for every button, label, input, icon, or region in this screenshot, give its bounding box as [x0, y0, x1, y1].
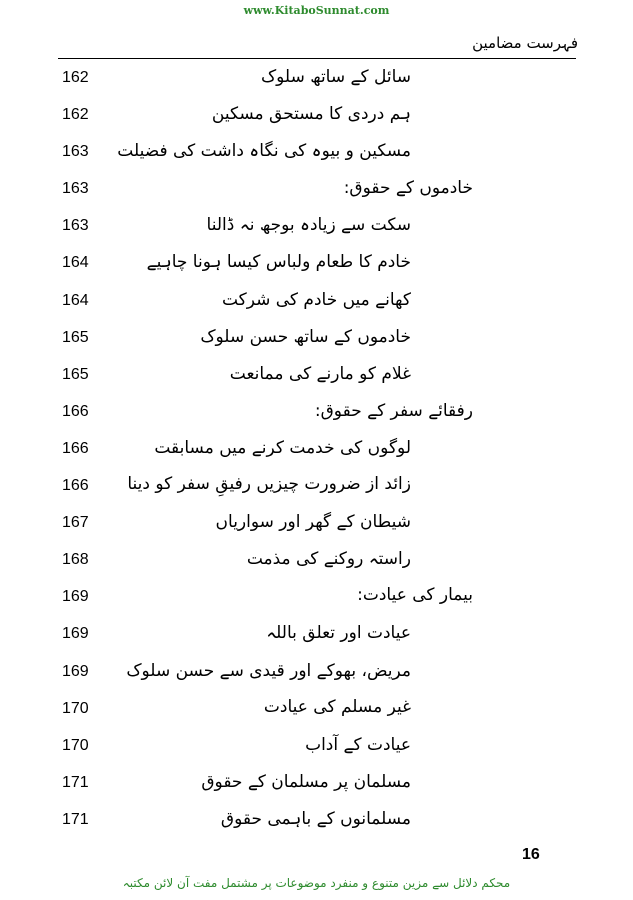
toc-page-number: 168: [62, 551, 89, 569]
page-number: 16: [522, 846, 540, 863]
toc-page-number: 169: [62, 662, 89, 680]
toc-entry: [0, 433, 633, 470]
toc-page-number: 165: [62, 328, 89, 346]
header-divider: [58, 58, 576, 59]
toc-entry-title: مسکین و بیوہ کی نگاہ داشت کی فضیلت: [117, 141, 411, 162]
toc-entry: [0, 136, 633, 173]
toc-page-number: 166: [62, 477, 89, 495]
toc-entry-title: مریض، بھوکے اور قیدی سے حسن سلوک: [126, 660, 411, 681]
toc-entry-title: ہم دردی کا مستحق مسکین: [211, 104, 411, 125]
toc-entry: [0, 656, 633, 693]
toc-entry-title: سائل کے ساتھ سلوک: [260, 67, 411, 87]
toc-entry-title: زائد از ضرورت چیزیں رفیقِ سفر کو دینا: [127, 474, 411, 495]
toc-entry: [0, 804, 633, 841]
toc-page-number: 166: [62, 402, 89, 420]
toc-entry: [0, 62, 633, 99]
page-header-title: فہرست مضامین: [472, 34, 578, 52]
toc-section-heading: بیمار کی عیادت:: [357, 585, 473, 606]
toc-entry: [0, 507, 633, 544]
toc-entry: [0, 396, 633, 433]
toc-entry-title: شیطان کے گھر اور سواریاں: [215, 512, 411, 533]
toc-page-number: 163: [62, 143, 89, 161]
toc-entry: [0, 618, 633, 655]
footer-tagline: محکم دلائل سے مزین متنوع و منفرد موضوعات پر مشتمل مفت آن لائن مکتبہ: [122, 876, 511, 890]
toc-entry-title: عیادت کے آداب: [305, 734, 411, 755]
toc-page-number: 167: [62, 514, 89, 532]
toc-entry: [0, 99, 633, 136]
toc-entry: [0, 581, 633, 618]
toc-entry-title: سکت سے زیادہ بوجھ نہ ڈالنا: [206, 215, 411, 236]
toc-entry-title: لوگوں کی خدمت کرنے میں مسابقت: [154, 437, 411, 458]
toc-page-number: 164: [62, 254, 89, 272]
toc-page-number: 169: [62, 588, 89, 606]
toc-entry: [0, 247, 633, 284]
toc-entry: [0, 767, 633, 804]
toc-page-number: 170: [62, 699, 89, 717]
toc-page-number: 170: [62, 736, 89, 754]
toc-entry-title: خادم کا طعام ولباس کیسا ہونا چاہیے: [146, 252, 411, 273]
toc-section-heading: خادموں کے حقوق:: [343, 178, 473, 199]
site-url[interactable]: www.KitaboSunnat.com: [243, 4, 390, 17]
toc-entry: [0, 544, 633, 581]
toc-entry: [0, 285, 633, 322]
toc-entry-title: غیر مسلم کی عیادت: [263, 696, 411, 717]
toc-entry-title: مسلمان پر مسلمان کے حقوق: [201, 771, 411, 792]
toc-page-number: 165: [62, 365, 89, 383]
table-of-contents: [0, 62, 633, 841]
toc-page-number: 171: [62, 810, 89, 828]
toc-entry-title: خادموں کے ساتھ حسن سلوک: [200, 326, 411, 347]
toc-section-heading: رفقائے سفر کے حقوق:: [314, 400, 473, 421]
toc-entry: [0, 322, 633, 359]
toc-entry-title: راستہ روکنے کی مذمت: [246, 549, 411, 570]
toc-entry-title: عیادت اور تعلق باللہ: [266, 623, 411, 644]
toc-entry: [0, 210, 633, 247]
toc-entry: [0, 730, 633, 767]
toc-entry-title: مسلمانوں کے باہمی حقوق: [220, 808, 411, 829]
toc-entry: [0, 359, 633, 396]
toc-page-number: 163: [62, 217, 89, 235]
toc-entry: [0, 173, 633, 210]
toc-page-number: 171: [62, 773, 89, 791]
toc-page-number: 164: [62, 291, 89, 309]
toc-entry-title: کھانے میں خادم کی شرکت: [221, 289, 411, 310]
toc-page-number: 162: [62, 106, 89, 124]
toc-page-number: 162: [62, 69, 89, 86]
toc-entry: [0, 470, 633, 507]
toc-entry: [0, 693, 633, 730]
toc-page-number: 163: [62, 180, 89, 198]
toc-page-number: 166: [62, 439, 89, 457]
toc-page-number: 169: [62, 625, 89, 643]
toc-entry-title: غلام کو مارنے کی ممانعت: [229, 363, 411, 384]
